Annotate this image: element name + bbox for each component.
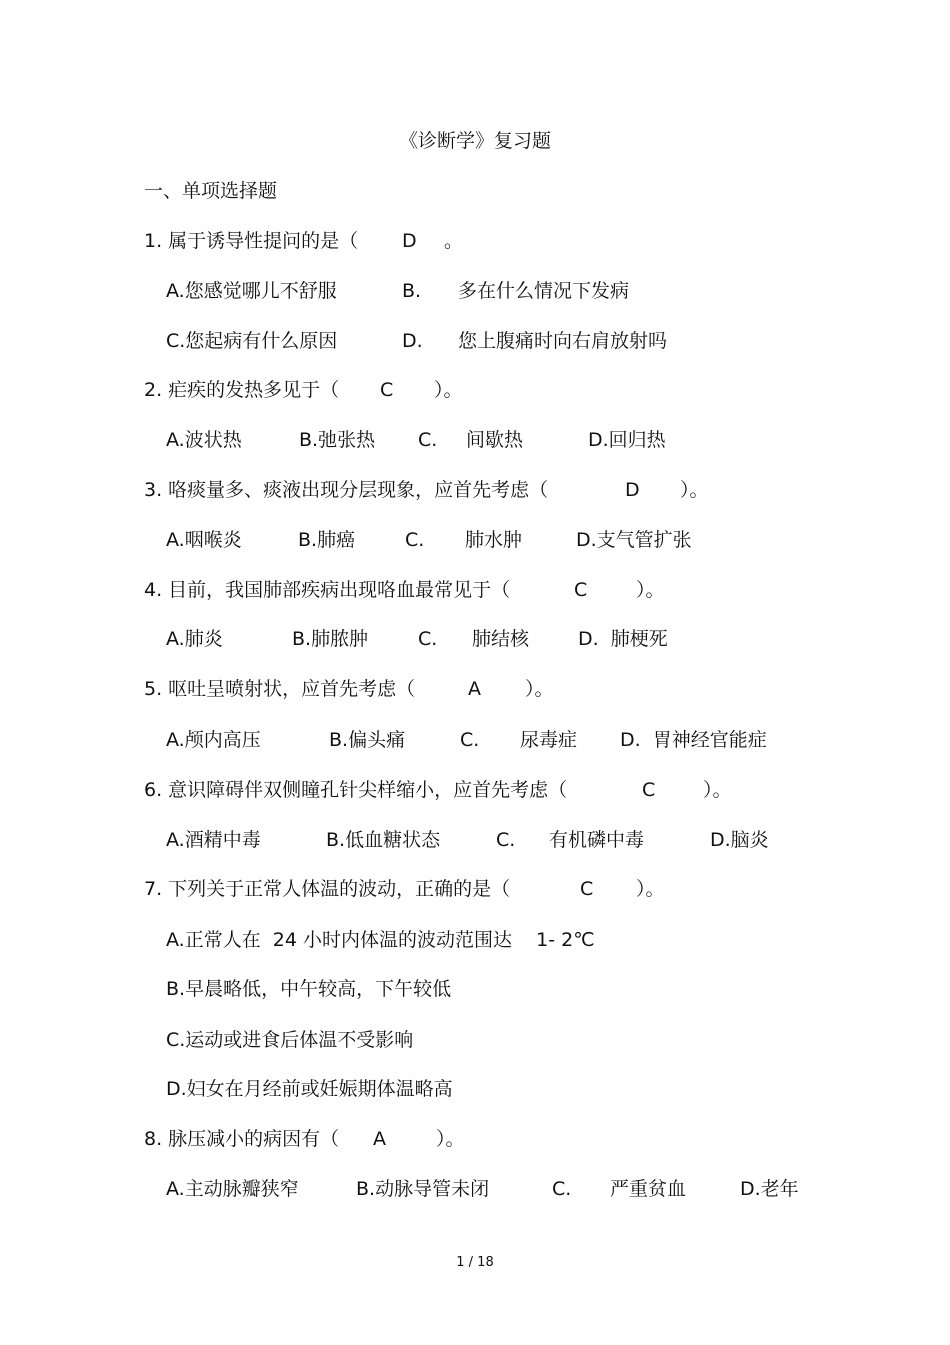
option-text: D. 肺梗死 <box>578 628 668 650</box>
section-heading: 一、单项选择题 <box>144 180 278 202</box>
answer-letter: D <box>402 230 417 252</box>
option-text: C.运动或进食后体温不受影响 <box>166 1029 414 1051</box>
document-title: 《诊断学》复习题 <box>398 130 551 152</box>
option-text: D.脑炎 <box>710 829 769 851</box>
option-text: B. <box>402 280 422 302</box>
option-text: C. <box>418 628 438 650</box>
option-text: B.弛张热 <box>299 429 376 451</box>
question-close: ）。 <box>680 479 709 501</box>
option-text: 肺水肿 <box>465 529 523 551</box>
option-text: C. <box>496 829 516 851</box>
option-text: D.妇女在月经前或妊娠期体温略高 <box>166 1078 453 1100</box>
option-text: A.正常人在 24 小时内体温的波动范围达 1- 2℃ <box>166 929 595 951</box>
option-text: 有机磷中毒 <box>549 829 645 851</box>
page-number: 1 / 18 <box>456 1255 494 1270</box>
question-close: ）。 <box>525 678 554 700</box>
option-text: B.肺癌 <box>298 529 356 551</box>
option-text: A.颅内高压 <box>166 729 261 751</box>
option-text: B.偏头痛 <box>329 729 406 751</box>
option-text: B.低血糖状态 <box>326 829 441 851</box>
option-text: A.肺炎 <box>166 628 223 650</box>
answer-letter: C <box>580 878 594 900</box>
option-text: 间歇热 <box>466 429 524 451</box>
answer-letter: C <box>574 579 588 601</box>
option-text: D. <box>402 330 423 352</box>
question-stem: 8. 脉压减小的病因有（ <box>144 1128 340 1150</box>
option-text: C. <box>405 529 425 551</box>
question-close: ）。 <box>436 1128 465 1150</box>
question-close: ）。 <box>636 878 665 900</box>
option-text: 您上腹痛时向右肩放射吗 <box>458 330 668 352</box>
option-text: 尿毒症 <box>520 729 578 751</box>
option-text: 肺结核 <box>472 628 530 650</box>
option-text: D. 胃神经官能症 <box>620 729 767 751</box>
question-stem: 6. 意识障碍伴双侧瞳孔针尖样缩小，应首先考虑（ <box>144 779 568 801</box>
question-close: ）。 <box>703 779 732 801</box>
option-text: 严重贫血 <box>610 1178 687 1200</box>
option-text: B.动脉导管未闭 <box>356 1178 490 1200</box>
question-close: ）。 <box>434 379 463 401</box>
answer-letter: C <box>642 779 656 801</box>
question-stem: 5. 呕吐呈喷射状，应首先考虑（ <box>144 678 416 700</box>
question-close: ）。 <box>636 579 665 601</box>
answer-letter: A <box>468 678 481 700</box>
option-text: A.酒精中毒 <box>166 829 261 851</box>
option-text: A.主动脉瓣狭窄 <box>166 1178 299 1200</box>
option-text: D.回归热 <box>588 429 666 451</box>
option-text: B.肺脓肿 <box>292 628 369 650</box>
question-stem: 1. 属于诱导性提问的是（ <box>144 230 359 252</box>
question-close: 。 <box>444 230 464 252</box>
option-text: C.您起病有什么原因 <box>166 330 338 352</box>
option-text: 多在什么情况下发病 <box>458 280 630 302</box>
question-stem: 2. 疟疾的发热多见于（ <box>144 379 340 401</box>
option-text: A.您感觉哪儿不舒服 <box>166 280 337 302</box>
option-text: C. <box>552 1178 572 1200</box>
option-text: A.波状热 <box>166 429 242 451</box>
question-stem: 7. 下列关于正常人体温的波动，正确的是（ <box>144 878 511 900</box>
answer-letter: D <box>625 479 640 501</box>
option-text: A.咽喉炎 <box>166 529 242 551</box>
question-stem: 4. 目前，我国肺部疾病出现咯血最常见于（ <box>144 579 511 601</box>
answer-letter: C <box>380 379 394 401</box>
option-text: B.早晨略低，中午较高，下午较低 <box>166 978 452 1000</box>
option-text: C. <box>418 429 438 451</box>
answer-letter: A <box>373 1128 386 1150</box>
option-text: D.老年 <box>740 1178 799 1200</box>
option-text: C. <box>460 729 480 751</box>
question-stem: 3. 咯痰量多、痰液出现分层现象，应首先考虑（ <box>144 479 549 501</box>
option-text: D.支气管扩张 <box>576 529 692 551</box>
